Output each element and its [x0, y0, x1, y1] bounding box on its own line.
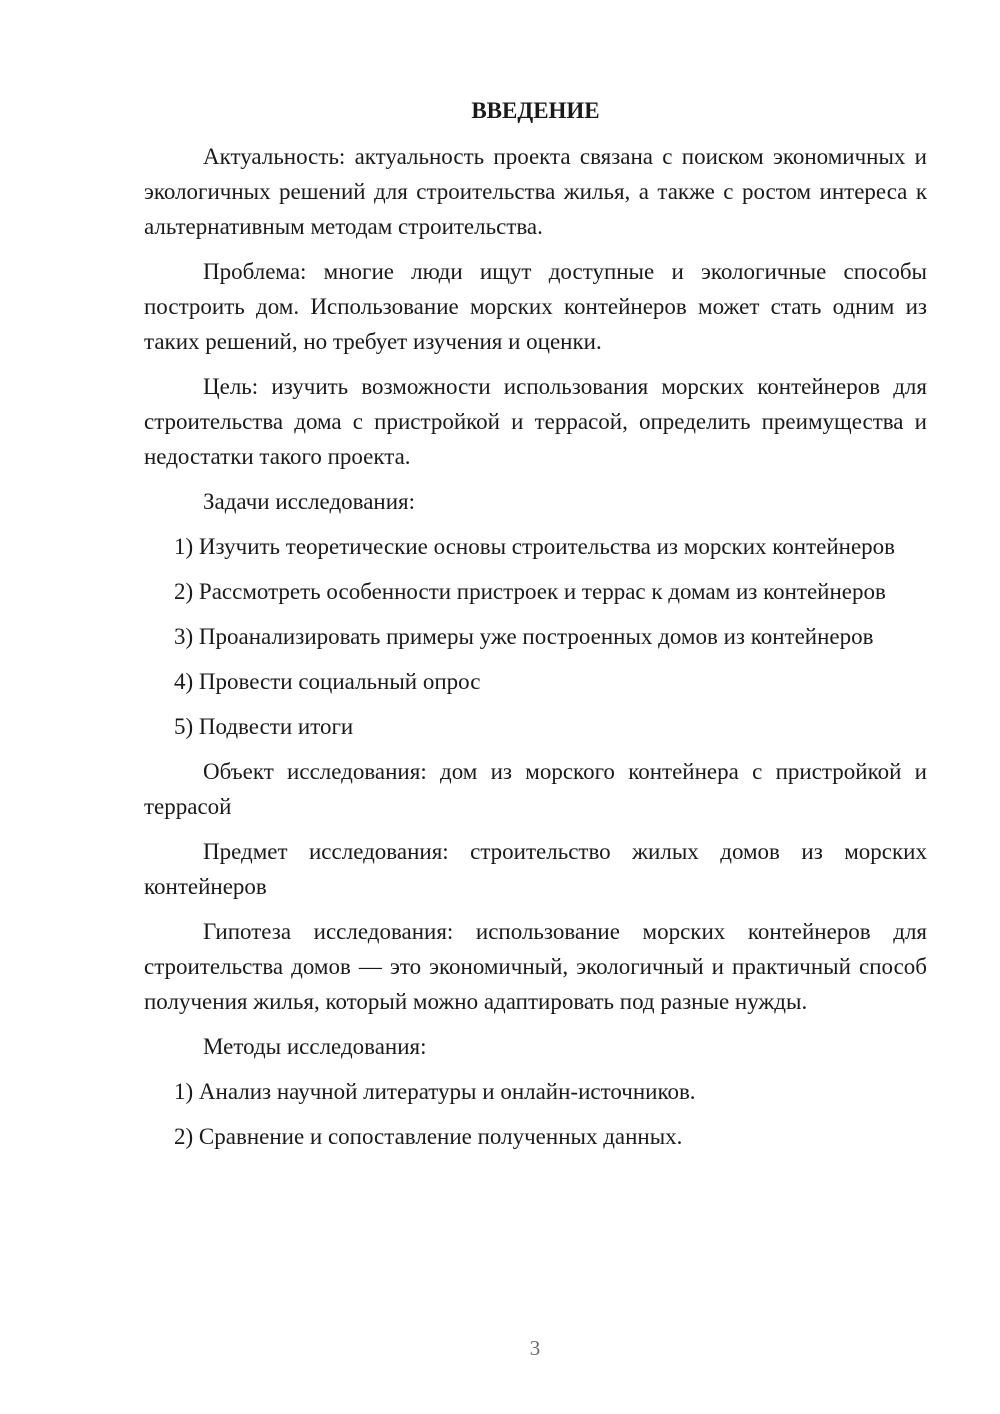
- tasks-heading: Задачи исследования:: [203, 489, 416, 514]
- method-item-1: 1) Анализ научной литературы и онлайн-источников.: [174, 1079, 696, 1104]
- subject-paragraph: Предмет исследования: строительство жилых домов из морских контейнеров: [144, 839, 927, 899]
- object-paragraph: Объект исследования: дом из морского контейнера с пристройкой и террасой: [144, 759, 927, 819]
- relevance-paragraph: Актуальность: актуальность проекта связана с поиском экономичных и экологичных решений для строительства жилья, а также с ростом интереса к альтернативным методам строительства.: [144, 144, 927, 239]
- section-title: ВВЕДЕНИЕ: [471, 98, 600, 123]
- page-content: [144, 95, 927, 1164]
- task-item-4: 4) Провести социальный опрос: [174, 669, 481, 694]
- method-item-2: 2) Сравнение и сопоставление полученных данных.: [174, 1124, 683, 1149]
- task-item-1: 1) Изучить теоретические основы строительства из морских контейнеров: [174, 534, 896, 559]
- problem-paragraph: Проблема: многие люди ищут доступные и экологичные способы построить дом. Использование морских контейнеров может стать одним из таких решений, но требует изучения и оценки.: [144, 259, 927, 354]
- goal-paragraph: Цель: изучить возможности использования морских контейнеров для строительства дома с пристройкой и террасой, определить преимущества и недостатки такого проекта.: [144, 374, 927, 469]
- page-number: 3: [529, 1336, 541, 1360]
- task-item-2: 2) Рассмотреть особенности пристроек и террас к домам из контейнеров: [174, 579, 886, 604]
- task-item-3: 3) Проанализировать примеры уже построенных домов из контейнеров: [174, 624, 874, 649]
- task-item-5: 5) Подвести итоги: [174, 714, 354, 739]
- methods-heading: Методы исследования:: [203, 1034, 427, 1059]
- hypothesis-paragraph: Гипотеза исследования: использование морских контейнеров для строительства домов — это экономичный, экологичный и практичный способ получения жилья, который можно адаптировать под разные нужды.: [144, 919, 927, 1014]
